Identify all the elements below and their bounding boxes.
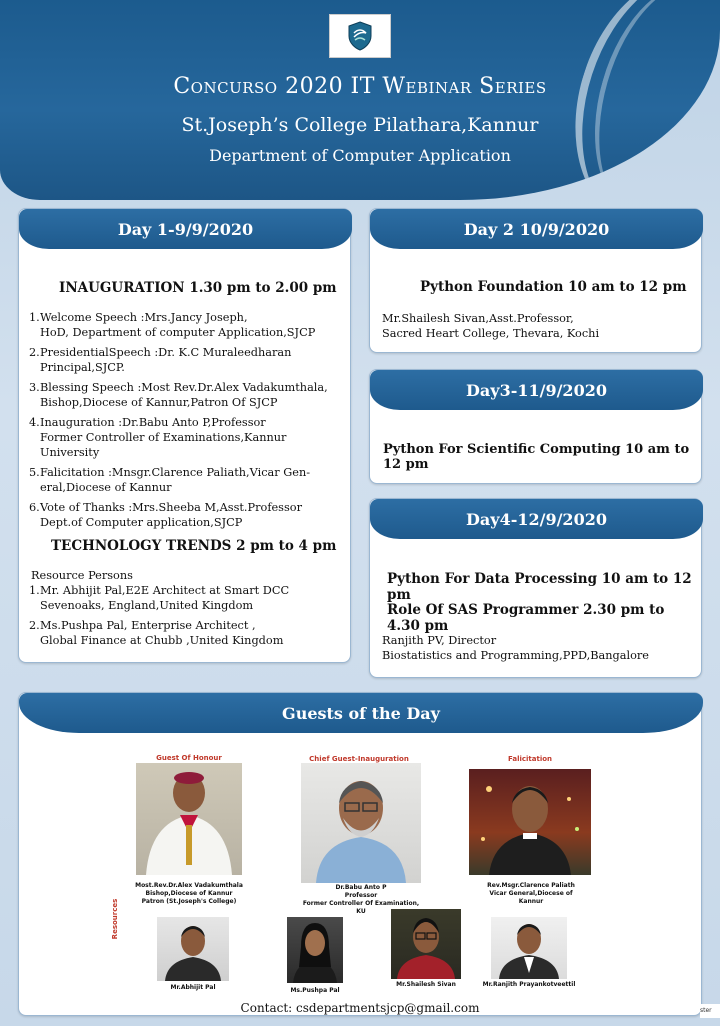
ranjith-caption: Mr.Ranjith Prayankotveettil — [482, 981, 576, 988]
day4-session-1: Python For Data Processing 10 am to 12 pm — [387, 571, 692, 603]
day4-session-2: Role Of SAS Programmer 2.30 pm to 4.30 pm — [387, 602, 665, 634]
day2-heading: Day 2 10/9/2020 — [370, 209, 703, 249]
day4-heading: Day4-12/9/2020 — [370, 499, 703, 539]
shailesh-sivan-photo — [391, 909, 461, 979]
day3-session: Python For Scientific Computing 10 am to 12 pm — [383, 442, 690, 472]
ranjith-photo — [491, 917, 567, 979]
honour-label: Guest Of Honour — [156, 754, 222, 762]
pushpa-pal-caption: Ms.Pushpa Pal — [290, 987, 340, 994]
falicitation-photo — [469, 769, 591, 875]
list-item: 3. Blessing Speech :Most Rev.Dr.Alex Vadakumthala, Bishop,Diocese of Kannur,Patron Of SJCP — [29, 381, 328, 409]
shailesh-sivan-caption: Mr.Shailesh Sivan — [396, 981, 456, 988]
contact-line: Contact: csdepartmentsjcp@gmail.com — [240, 1001, 480, 1015]
list-item: 2. PresidentialSpeech :Dr. K.C Muraleedharan Principal,SJCP. — [29, 346, 292, 374]
day3-card — [369, 369, 702, 484]
list-item: 1. Welcome Speech :Mrs.Jancy Joseph, HoD, Department of computer Application,SJCP — [29, 311, 316, 339]
guests-heading: Guests of the Day — [19, 693, 703, 733]
falicitation-caption: Rev.Msgr.Clarence Paliath Vicar General,Diocese of Kannur — [487, 882, 575, 905]
day2-card — [369, 208, 702, 353]
day2-speaker: Mr.Shailesh Sivan,Asst.Professor, Sacred Heart College, Thevara, Kochi — [382, 312, 600, 340]
day1-heading: Day 1-9/9/2020 — [19, 209, 352, 249]
inauguration-title: INAUGURATION 1.30 pm to 2.00 pm — [59, 280, 337, 296]
college-name: St.Joseph’s College Pilathara,Kannur — [181, 114, 539, 136]
inauguration-list — [29, 310, 347, 535]
resource-label: Resource Persons — [31, 569, 133, 582]
college-logo — [329, 14, 391, 58]
day4-speaker: Ranjith PV, Director Biostatistics and Programming,PPD,Bangalore — [382, 634, 649, 662]
list-item: 1. Mr. Abhijit Pal,E2E Architect at Smart DCC Sevenoaks, England,United Kingdom — [29, 584, 290, 612]
bishop-photo — [136, 763, 242, 875]
trends-title: TECHNOLOGY TRENDS 2 pm to 4 pm — [51, 538, 337, 554]
list-item: 6. Vote of Thanks :Mrs.Sheeba M,Asst.Professor Dept.of Computer application,SJCP — [29, 501, 302, 529]
falicitation-label: Falicitation — [507, 755, 553, 763]
resource-list — [29, 583, 347, 653]
chief-guest-photo — [301, 763, 421, 883]
guests-card — [18, 692, 702, 1016]
day3-heading: Day3-11/9/2020 — [370, 370, 703, 410]
abhijit-pal-caption: Mr.Abhijit Pal — [170, 984, 216, 991]
list-item: 5. Falicitation :Mnsgr.Clarence Paliath,Vicar Gen- eral,Diocese of Kannur — [29, 466, 311, 494]
honour-caption: Most.Rev.Dr.Alex Vadakumthala Bishop,Diocese of Kannur Patron (St.Joseph's College) — [135, 882, 243, 905]
day1-card — [18, 208, 351, 663]
list-item: 4. Inauguration :Dr.Babu Anto P,Professor Former Controller of Examinations,Kannur University — [29, 416, 287, 459]
department-name: Department of Computer Application — [209, 146, 511, 165]
crest-icon — [347, 21, 373, 51]
day2-session: Python Foundation 10 am to 12 pm — [420, 279, 687, 295]
list-item: 2. Ms.Pushpa Pal, Enterprise Architect , Global Finance at Chubb ,United Kingdom — [29, 619, 284, 647]
pushpa-pal-photo — [287, 917, 343, 983]
chief-guest-caption: Dr.Babu Anto P Professor Former Controller Of Examination, KU — [302, 884, 420, 915]
webinar-title: Concurso 2020 IT Webinar Series — [173, 74, 547, 99]
resources-label: Resources — [111, 898, 119, 940]
corner-label: ster — [700, 1004, 720, 1018]
chief-guest-label: Chief Guest-Inauguration — [309, 755, 409, 763]
day4-card — [369, 498, 702, 678]
abhijit-pal-photo — [157, 917, 229, 981]
